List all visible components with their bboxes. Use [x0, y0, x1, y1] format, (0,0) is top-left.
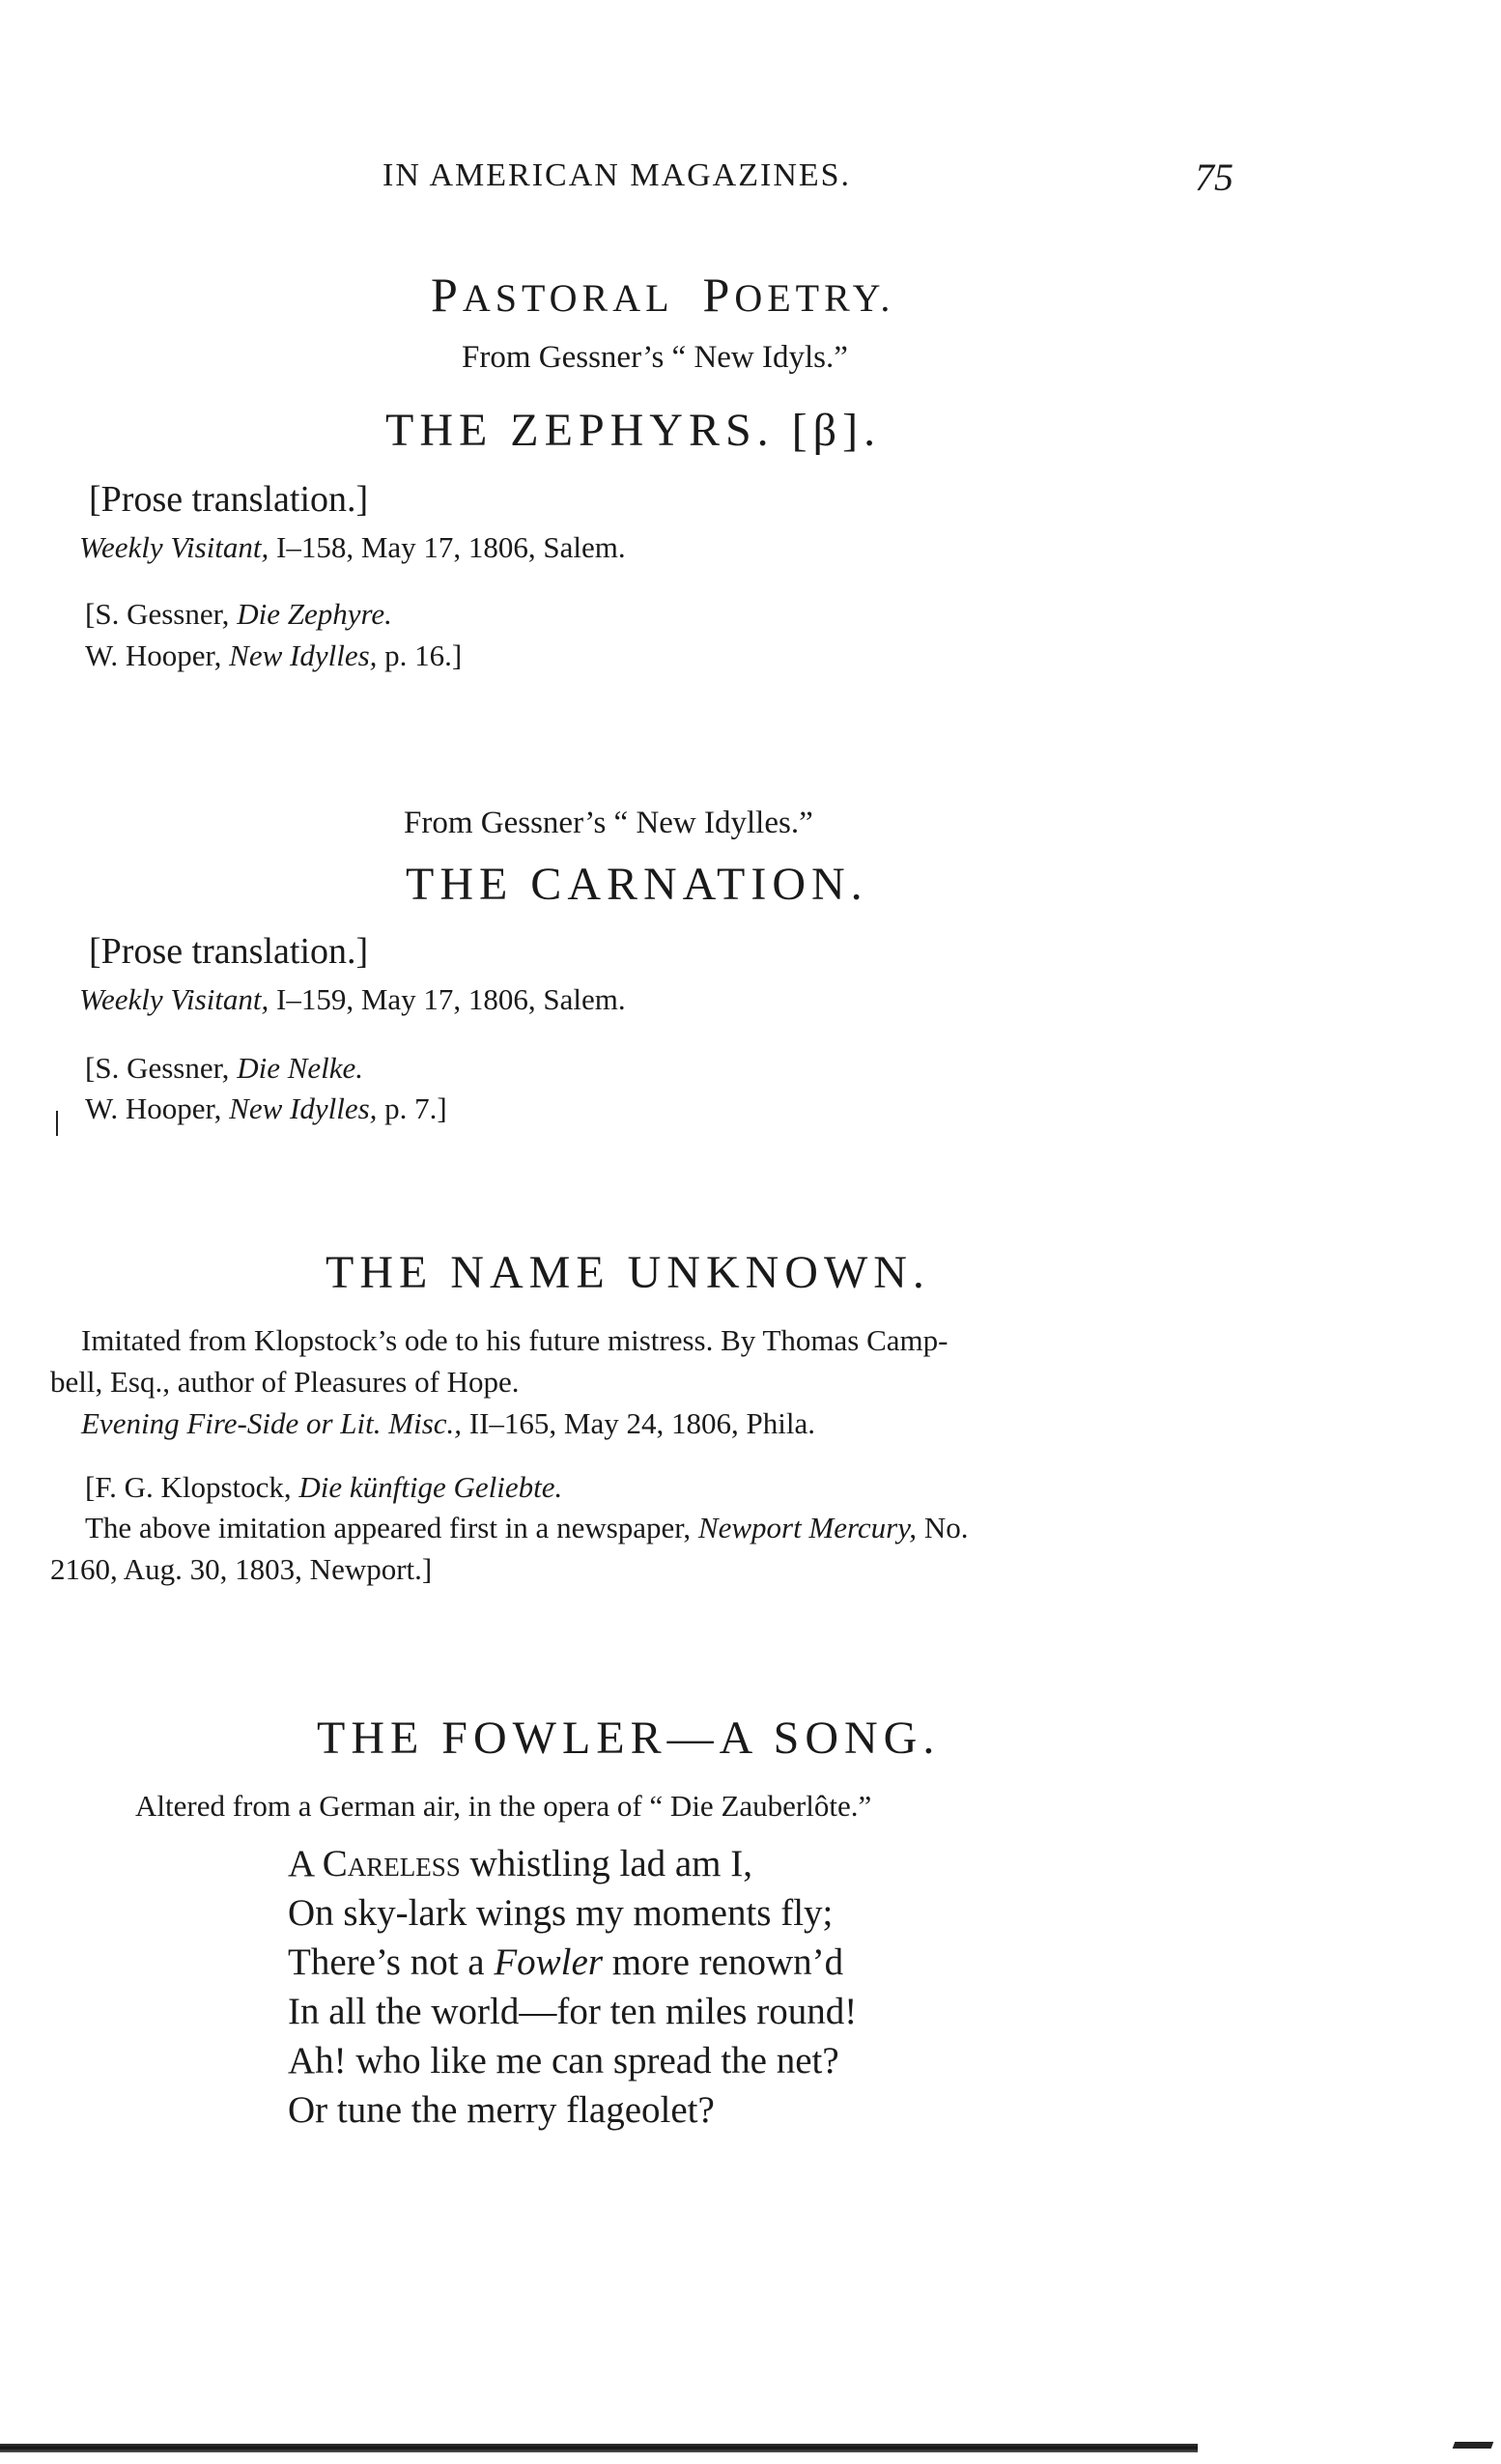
- verse-smallcaps: Careless: [322, 1843, 461, 1884]
- original-work: Die Zephyre.: [237, 597, 392, 631]
- entry-carnation-citation: [79, 982, 626, 1017]
- verse-line-3: [288, 1940, 843, 1984]
- citation-details: II–165, May 24, 1806, Phila.: [462, 1406, 815, 1440]
- entry-name-unknown-title: THE NAME UNKNOWN.: [326, 1247, 930, 1298]
- entry-zephyrs-citation: [79, 530, 626, 565]
- entry-name-unknown-description-1: Imitated from Klopstock’s ode to his future mistress. By Thomas Camp-: [81, 1323, 949, 1357]
- original-author: [S. Gessner,: [85, 597, 238, 631]
- entry-carnation-note: [Prose translation.]: [89, 931, 369, 972]
- entry-carnation-original: [85, 1051, 363, 1086]
- entry-carnation-title: THE CARNATION.: [406, 859, 868, 910]
- entry-fowler-description: Altered from a German air, in the opera of “ Die Zauberlôte.”: [135, 1789, 872, 1823]
- scan-edge-mark: [1453, 2442, 1494, 2449]
- running-head: IN AMERICAN MAGAZINES.: [382, 157, 852, 193]
- verse-italic: Fowler: [494, 1941, 604, 1983]
- section-heading-rest-2: OETRY.: [734, 276, 895, 320]
- translator: W. Hooper,: [85, 1091, 230, 1125]
- entry-zephyrs-note: [Prose translation.]: [89, 479, 369, 520]
- section-heading-rest-1: ASTORAL: [462, 276, 674, 320]
- verse-line-1: [288, 1842, 752, 1885]
- magazine-title: Weekly Visitant,: [79, 530, 269, 564]
- magazine-title: Weekly Visitant,: [79, 982, 269, 1016]
- section-heading-initial-2: P: [702, 268, 735, 322]
- section-heading: [431, 267, 894, 323]
- entry-zephyrs-source-line: From Gessner’s “ New Idyls.”: [462, 340, 848, 375]
- magazine-title: Evening Fire-Side or Lit. Misc.,: [81, 1406, 463, 1440]
- newspaper-title: Newport Mercury,: [697, 1511, 918, 1544]
- translation-title: New Idylles,: [229, 1091, 378, 1125]
- entry-zephyrs-title: THE ZEPHYRS. [β].: [385, 405, 882, 456]
- entry-fowler-title: THE FOWLER—A SONG.: [317, 1713, 941, 1764]
- note-text: The above imitation appeared first in a newspaper,: [85, 1511, 698, 1544]
- verse-text: A: [288, 1843, 323, 1884]
- entry-zephyrs-translation: [85, 638, 462, 673]
- entry-carnation-translation: [85, 1091, 447, 1126]
- verse-text: There’s not a: [288, 1941, 495, 1983]
- entry-name-unknown-citation: [81, 1406, 815, 1441]
- entry-name-unknown-description-2: bell, Esq., author of Pleasures of Hope.: [50, 1365, 520, 1399]
- note-text-end: No.: [917, 1511, 969, 1544]
- section-heading-initial-1: P: [431, 268, 463, 322]
- translation-page: p. 7.]: [377, 1091, 447, 1125]
- entry-name-unknown-note-1: [85, 1511, 968, 1545]
- verse-line-4: In all the world—for ten miles round!: [288, 1991, 858, 2032]
- verse-text: whistling lad am I,: [460, 1843, 753, 1884]
- entry-carnation-source-line: From Gessner’s “ New Idylles.”: [404, 806, 813, 840]
- verse-line-6: Or tune the merry flageolet?: [288, 2089, 715, 2131]
- translation-title: New Idylles,: [229, 638, 378, 672]
- scan-edge-rule: [0, 2444, 1198, 2452]
- margin-mark: [56, 1111, 58, 1136]
- verse-text: more renown’d: [603, 1941, 844, 1983]
- original-work: Die künftige Geliebte.: [298, 1470, 563, 1504]
- original-author: [S. Gessner,: [85, 1051, 238, 1085]
- translator: W. Hooper,: [85, 638, 230, 672]
- citation-details: I–158, May 17, 1806, Salem.: [269, 530, 626, 564]
- page-number: 75: [1195, 156, 1233, 199]
- entry-zephyrs-original: [85, 597, 392, 632]
- original-work: Die Nelke.: [237, 1051, 364, 1085]
- verse-line-5: Ah! who like me can spread the net?: [288, 2040, 839, 2082]
- translation-page: p. 16.]: [377, 638, 463, 672]
- original-author: [F. G. Klopstock,: [85, 1470, 299, 1504]
- entry-name-unknown-note-2: 2160, Aug. 30, 1803, Newport.]: [50, 1552, 433, 1586]
- citation-details: I–159, May 17, 1806, Salem.: [269, 982, 626, 1016]
- verse-line-2: On sky-lark wings my moments fly;: [288, 1892, 834, 1934]
- entry-name-unknown-original: [85, 1470, 562, 1505]
